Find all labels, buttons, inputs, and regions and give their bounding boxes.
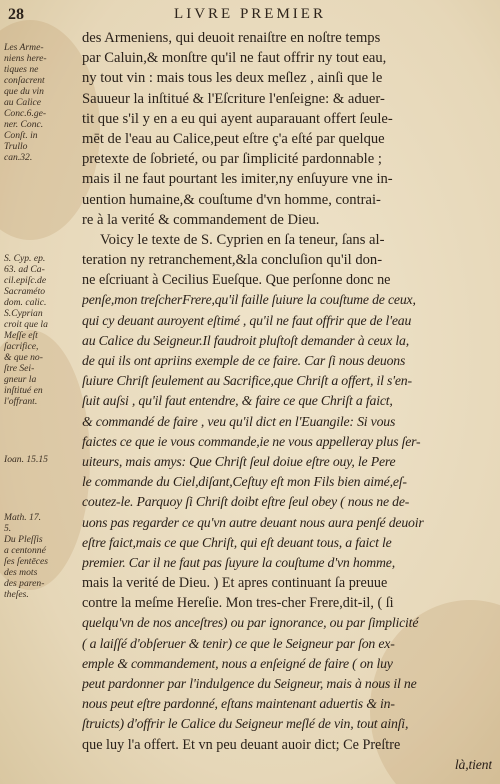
margin-note-line: S. Cyp. ep. — [4, 253, 46, 264]
text-line: uention humaine,& couſtume d'vn homme, contrai- — [82, 191, 381, 208]
margin-note-line: ner. Conc. — [4, 119, 44, 130]
margin-note-line: Conſt. in — [4, 130, 38, 141]
text-line: qui cy deuant auroyent eſtimé , qu'il ne faut offrir que de l'eau — [82, 312, 412, 328]
margin-note-line: ſacrifice, — [4, 341, 39, 352]
margin-note — [4, 253, 80, 407]
margin-note-line: inſtitué en — [4, 385, 43, 396]
margin-note-line: 63. ad Ca- — [4, 264, 45, 275]
text-line: au Calice du Seigneur.Il faudroit pluſtoſt demander à ceux la, — [82, 332, 409, 348]
margin-note-line: Sacraméto — [4, 286, 46, 297]
margin-note-line: dom. calic. — [4, 297, 47, 308]
margin-note-line: que du vin — [4, 86, 44, 97]
margin-note-line: Math. 17. — [4, 512, 42, 523]
text-line: le commande du Ciel,diſant,Ceſtuy eſt mon Fils bien aimé,eſ- — [82, 474, 407, 490]
margin-note-line: Ioan. 15.15 — [4, 454, 48, 465]
margin-note-line: au Calice — [4, 97, 42, 108]
text-line: ſtruicts) d'offrir le Calice du Seigneur meſlé de vin, tout ainſi, — [82, 716, 409, 732]
text-line: mais il ne faut pourtant les imiter,ny enſuyure vne in- — [82, 171, 393, 188]
text-line: ne eſcriuant à Cecilius Eueſque. Que perſonne donc ne — [82, 272, 391, 289]
text-line: ſuiure Chriſt ſeulement au Sacrifice,que Chriſt a offert, il s'en- — [82, 373, 412, 389]
margin-note-line: Conc.6.ge- — [4, 108, 47, 119]
margin-note-line: S.Cyprian — [4, 308, 43, 319]
text-line: nous peut eſtre pardonné, eſtans maintenant aduertis & in- — [82, 696, 395, 712]
text-line: des Armeniens, qui deuoit renaiſtre en noſtre temps — [82, 30, 381, 46]
text-line: penſe,mon treſcherFrere,qu'il faille ſuiure la couſtume de ceux, — [82, 292, 416, 308]
text-line: par Caluin,& monſtre qu'il ne faut offrir ny tout eau, — [82, 50, 387, 67]
margin-note-line: ſtre Sei- — [4, 363, 35, 374]
text-line: emple & commandement, nous a enſeigné de faire ( on luy — [82, 655, 393, 671]
text-line: ſuit auſsi , qu'il faut entendre, & faire ce que Chriſt a faict, — [82, 393, 393, 409]
text-line: coutez-le. Parquoy ſi Chriſt doibt eſtre ſeul obey ( nous ne de- — [82, 494, 410, 510]
margin-note-line: theſes. — [4, 589, 29, 600]
margin-note-line: Trullo — [4, 141, 28, 152]
page-header — [0, 4, 500, 26]
margin-note-line: Meſſe eſt — [4, 330, 38, 341]
text-line: teration ny retranchement,&la concluſion qu'il don- — [82, 252, 383, 269]
margin-note-line: a centonné — [4, 545, 46, 556]
margin-note-line: can.32. — [4, 152, 33, 163]
running-head: LIVRE PREMIER — [174, 6, 326, 22]
text-line: re à la verité & commandement de Dieu. — [82, 211, 320, 228]
margin-note-line: des mots — [4, 567, 38, 578]
text-line: quelqu'vn de nos anceſtres) ou par ignorance, ou par ſimplicité — [82, 615, 419, 631]
text-line: ny tout vin : mais tous les deux meſlez , ainſi que le — [82, 70, 383, 87]
margin-note-line: des paren- — [4, 578, 45, 589]
text-line: contre la meſme Hereſie. Mon tres-cher Frere,dit-il, ( ſi — [82, 595, 394, 612]
margin-note-line: Les Arme- — [4, 42, 44, 53]
text-line: que luy l'a offert. Et vn peu deuant auoir dict; Ce Preſtre — [82, 736, 401, 753]
page-number: 28 — [8, 6, 24, 23]
margin-note-line: ſes ſentēces — [4, 556, 48, 567]
margin-note-line: 5. — [4, 523, 12, 534]
margin-note-line: cil.epiſc.de — [4, 275, 47, 286]
margin-note-line: gneur la — [4, 374, 37, 385]
margin-note — [4, 454, 80, 465]
text-line: uiteurs, mais amys: Que Chriſt ſeul doiue eſtre ouy, le Pere — [82, 453, 396, 469]
text-line: mais la verité de Dieu. ) Et apres continuant ſa preuue — [82, 575, 388, 592]
text-line: premier. Car il ne faut pas ſuyure la couſtume d'vn homme, — [82, 554, 395, 570]
text-line: faictes ce que ie vous commande,ie ne vous appelleray plus ſer- — [82, 433, 421, 449]
text-line: & commandé de faire , veu qu'il dict en l'Euangile: Si vous — [82, 413, 396, 429]
margin-note-line: l'offrant. — [4, 396, 38, 407]
text-line: pretexte de ſobrieté, ou par ſimplicité pardonnable ; — [82, 151, 382, 168]
main-text — [82, 28, 492, 775]
margin-note-line: conſacrent — [4, 75, 45, 86]
margin-note-line: croit que la — [4, 319, 48, 330]
text-line: là,tient — [454, 756, 492, 772]
margin-note-line: Du Pleſſis — [4, 534, 43, 545]
margin-note — [4, 42, 80, 163]
margin-note — [4, 512, 80, 600]
text-line: de qui ils ont apriins exemple de ce faire. Car ſi nous deuons — [82, 353, 406, 368]
text-line: Sauueur la inſtitué & l'Eſcriture l'enſeigne: & aduer- — [82, 90, 385, 107]
text-line: tit que s'il y en a eu qui ayent auparauant offert ſeule- — [82, 110, 393, 127]
text-line: Voicy le texte de S. Cyprien en ſa teneur, ſans al- — [100, 231, 385, 248]
text-line: ( a laiſſé d'obſeruer & tenir) ce que le Seigneur par ſon ex- — [82, 635, 395, 651]
margin-note-line: tiques ne — [4, 64, 39, 75]
text-line: peut pardonner par l'indulgence du Seigneur, mais à nous il ne — [82, 676, 417, 691]
margin-note-line: & que no- — [4, 352, 43, 363]
text-line: eſtre faict,mais ce que Chriſt, qui eſt deuant tous, a faict le — [82, 534, 392, 550]
margin-note-line: niens here- — [4, 53, 47, 64]
text-line: uons pas regarder ce qu'vn autre deuant nous aura penſé deuoir — [82, 514, 424, 530]
text-line: mēt de l'eau au Calice,peut eſtre ç'a eſté par quelque — [82, 130, 385, 147]
